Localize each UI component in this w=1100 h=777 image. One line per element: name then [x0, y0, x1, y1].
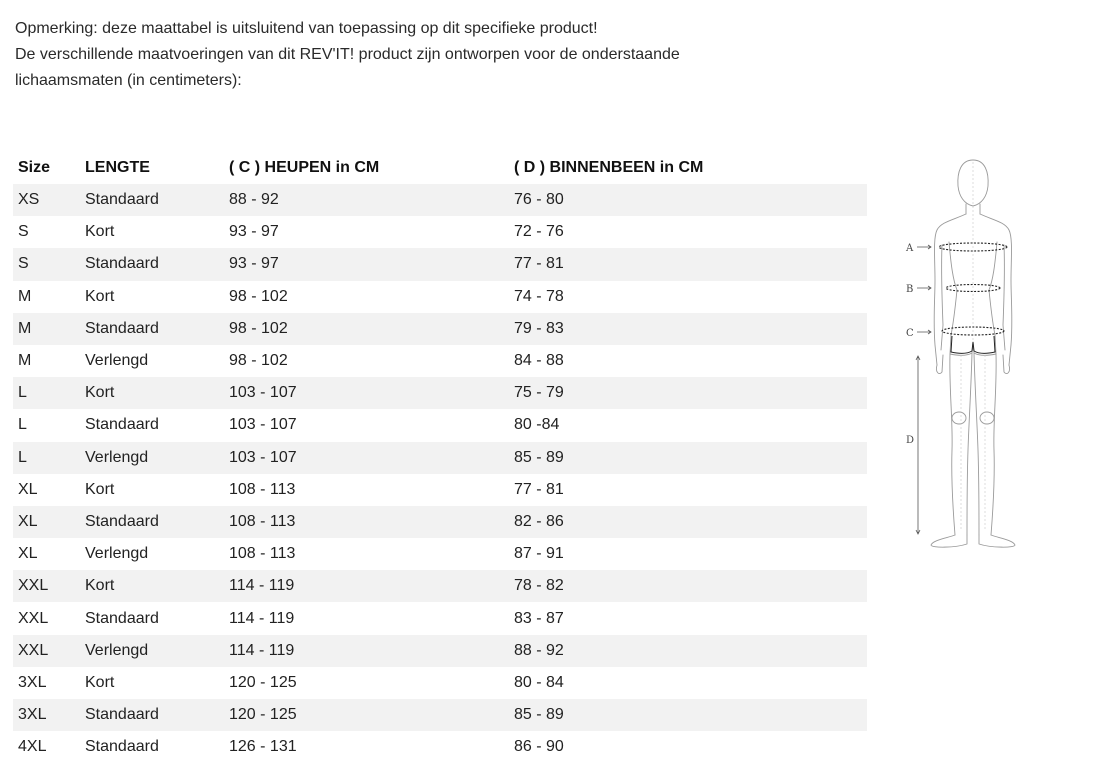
table-row: [13, 570, 867, 602]
header-size: Size: [18, 159, 51, 176]
cell-size: 4XL: [13, 731, 80, 763]
cell-size: L: [13, 442, 80, 474]
cell-size: XL: [13, 474, 80, 506]
label-a: A: [906, 243, 914, 254]
table-row: [13, 248, 867, 280]
size-chart-body: [13, 184, 867, 763]
cell-size: XXL: [13, 635, 80, 667]
cell-inseam: 83 - 87: [509, 602, 867, 634]
cell-length: Kort: [80, 377, 224, 409]
cell-inseam: 80 - 84: [509, 667, 867, 699]
cell-inseam: 88 - 92: [509, 635, 867, 667]
cell-length: Standaard: [80, 409, 224, 441]
body-measurement-figure: [895, 150, 1055, 555]
table-row: [13, 313, 867, 345]
cell-hips: 126 - 131: [224, 731, 509, 763]
cell-hips: 98 - 102: [224, 313, 509, 345]
label-d: D: [906, 435, 915, 446]
cell-size: M: [13, 281, 80, 313]
intro-text: [15, 16, 815, 94]
cell-inseam: 74 - 78: [509, 281, 867, 313]
header-hips: ( C ) HEUPEN in CM: [229, 159, 380, 176]
cell-length: Kort: [80, 216, 224, 248]
cell-length: Standaard: [80, 184, 224, 216]
cell-hips: 108 - 113: [224, 538, 509, 570]
cell-size: S: [13, 248, 80, 280]
cell-inseam: 85 - 89: [509, 442, 867, 474]
cell-size: L: [13, 377, 80, 409]
table-row: [13, 538, 867, 570]
cell-hips: 93 - 97: [224, 248, 509, 280]
size-chart-table: [13, 152, 867, 763]
cell-inseam: 77 - 81: [509, 474, 867, 506]
table-header-row: [13, 152, 867, 184]
cell-length: Verlengd: [80, 635, 224, 667]
table-row: [13, 281, 867, 313]
cell-length: Verlengd: [80, 442, 224, 474]
cell-hips: 98 - 102: [224, 345, 509, 377]
table-row: [13, 731, 867, 763]
cell-size: 3XL: [13, 699, 80, 731]
cell-hips: 88 - 92: [224, 184, 509, 216]
cell-inseam: 75 - 79: [509, 377, 867, 409]
table-row: [13, 602, 867, 634]
cell-hips: 103 - 107: [224, 377, 509, 409]
table-row: [13, 442, 867, 474]
cell-length: Kort: [80, 474, 224, 506]
cell-inseam: 86 - 90: [509, 731, 867, 763]
cell-length: Verlengd: [80, 538, 224, 570]
label-c: C: [906, 328, 914, 339]
cell-size: XXL: [13, 602, 80, 634]
mannequin-illustration: [895, 150, 1055, 555]
table-row: [13, 506, 867, 538]
cell-hips: 108 - 113: [224, 474, 509, 506]
header-length: LENGTE: [85, 159, 150, 176]
cell-inseam: 80 -84: [509, 409, 867, 441]
cell-length: Standaard: [80, 506, 224, 538]
cell-inseam: 79 - 83: [509, 313, 867, 345]
cell-length: Standaard: [80, 731, 224, 763]
table-row: [13, 667, 867, 699]
table-row: [13, 184, 867, 216]
label-b: B: [906, 284, 914, 295]
cell-inseam: 76 - 80: [509, 184, 867, 216]
cell-hips: 103 - 107: [224, 409, 509, 441]
cell-length: Kort: [80, 570, 224, 602]
cell-size: 3XL: [13, 667, 80, 699]
cell-length: Standaard: [80, 602, 224, 634]
cell-hips: 98 - 102: [224, 281, 509, 313]
cell-hips: 114 - 119: [224, 602, 509, 634]
cell-size: XXL: [13, 570, 80, 602]
cell-length: Standaard: [80, 248, 224, 280]
cell-hips: 114 - 119: [224, 635, 509, 667]
table-row: [13, 216, 867, 248]
table-row: [13, 635, 867, 667]
cell-length: Standaard: [80, 699, 224, 731]
header-inseam: ( D ) BINNENBEEN in CM: [514, 159, 704, 176]
cell-length: Standaard: [80, 313, 224, 345]
cell-length: Kort: [80, 281, 224, 313]
table-row: [13, 474, 867, 506]
cell-inseam: 87 - 91: [509, 538, 867, 570]
cell-size: M: [13, 313, 80, 345]
cell-length: Kort: [80, 667, 224, 699]
cell-hips: 120 - 125: [224, 667, 509, 699]
cell-inseam: 78 - 82: [509, 570, 867, 602]
cell-hips: 103 - 107: [224, 442, 509, 474]
cell-hips: 114 - 119: [224, 570, 509, 602]
table-row: [13, 345, 867, 377]
cell-inseam: 82 - 86: [509, 506, 867, 538]
table-row: [13, 377, 867, 409]
cell-size: XS: [13, 184, 80, 216]
cell-hips: 120 - 125: [224, 699, 509, 731]
table-row: [13, 409, 867, 441]
cell-size: XL: [13, 538, 80, 570]
cell-hips: 108 - 113: [224, 506, 509, 538]
cell-size: M: [13, 345, 80, 377]
cell-size: L: [13, 409, 80, 441]
cell-inseam: 84 - 88: [509, 345, 867, 377]
cell-length: Verlengd: [80, 345, 224, 377]
intro-description-cont: lichaamsmaten (in centimeters):: [15, 72, 242, 89]
cell-size: S: [13, 216, 80, 248]
cell-inseam: 77 - 81: [509, 248, 867, 280]
cell-size: XL: [13, 506, 80, 538]
cell-inseam: 85 - 89: [509, 699, 867, 731]
intro-note: Opmerking: deze maattabel is uitsluitend van toepassing op dit specifieke product!: [15, 20, 598, 37]
intro-description: De verschillende maatvoeringen van dit REV'IT! product zijn ontworpen voor de onderstaande: [15, 46, 680, 63]
cell-hips: 93 - 97: [224, 216, 509, 248]
cell-inseam: 72 - 76: [509, 216, 867, 248]
table-row: [13, 699, 867, 731]
